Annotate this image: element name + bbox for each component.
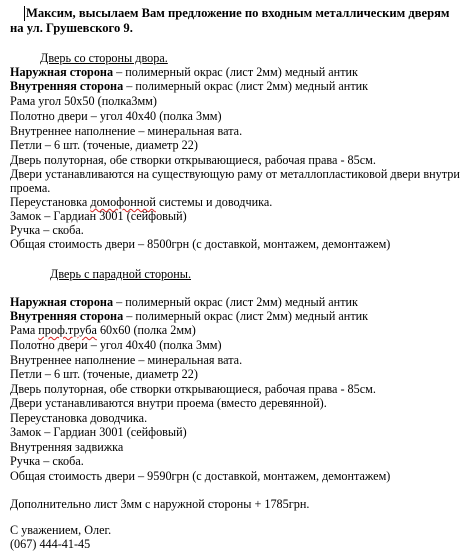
- section1-frame: Рама угол 50х50 (полка3мм): [10, 94, 157, 108]
- section1-outer-label: Наружная сторона: [10, 65, 114, 79]
- section2-install: Двери устанавливаются внутри проема (вместо деревянной).: [10, 396, 327, 410]
- section1-inner-label: Внутренняя сторона: [10, 79, 124, 93]
- section1-install-line-1: Двери устанавливаются на существующую раму от металлопластиковой двери внутри: [10, 167, 460, 181]
- spellcheck-flagged-word: проф.труба: [38, 323, 97, 337]
- closing-signature: С уважением, Олег.: [10, 523, 112, 537]
- section1-filling: Внутреннее наполнение – минеральная вата.: [10, 124, 243, 138]
- section1-inner-text: – полимерный окрас (лист 2мм) медный антик: [123, 79, 369, 93]
- section2-inner-label: Внутренняя сторона: [10, 309, 124, 323]
- section2-filling: Внутреннее наполнение – минеральная вата.: [10, 353, 243, 367]
- section2-frame: [10, 323, 196, 337]
- contact-phone: (067) 444-41-45: [10, 537, 91, 551]
- section1-heading: Дверь со стороны двора.: [40, 51, 168, 65]
- section2-outer-side: [10, 295, 358, 309]
- section1-reinstall-prefix: Переустановка: [10, 195, 91, 209]
- text-cursor: [24, 6, 25, 21]
- section2-inner-text: – полимерный окрас (лист 2мм) медный антик: [123, 309, 369, 323]
- section1-door-leaf: Полотно двери – угол 40х40 (полка 3мм): [10, 109, 222, 123]
- section2-reinstall: Переустановка доводчика.: [10, 411, 148, 425]
- section2-frame-suffix: 60х60 (полка 2мм): [96, 323, 196, 337]
- section1-lock: Замок – Гардиан 3001 (сейфовый): [10, 209, 187, 223]
- letter-title-line-2: на ул. Грушевского 9.: [10, 21, 133, 35]
- section2-lock: Замок – Гардиан 3001 (сейфовый): [10, 425, 187, 439]
- section1-outer-text: – полимерный окрас (лист 2мм) медный антик: [113, 65, 358, 79]
- section2-outer-label: Наружная сторона: [10, 295, 114, 309]
- section2-latch: Внутренняя задвижка: [10, 440, 124, 454]
- section2-outer-text: – полимерный окрас (лист 2мм) медный антик: [113, 295, 358, 309]
- section1-reinstall: [10, 195, 272, 209]
- section1-handle: Ручка – скоба.: [10, 223, 84, 237]
- section2-hinges: Петли – 6 шт. (точеные, диаметр 22): [10, 367, 198, 381]
- section2-door-leaf: Полотно двери – угол 40х40 (полка 3мм): [10, 338, 222, 352]
- section1-install-line-2: проема.: [10, 181, 51, 195]
- letter-title-line-1: Максим, высылаем Вам предложение по входным металлическим дверям: [26, 6, 450, 20]
- section1-inner-side: [10, 79, 368, 93]
- section1-total: Общая стоимость двери – 8500грн (с доставкой, монтажем, демонтажем): [10, 237, 391, 251]
- section2-total: Общая стоимость двери – 9590грн (с доставкой, монтажем, демонтажем): [10, 469, 391, 483]
- spellcheck-flagged-word: домофонной: [90, 195, 156, 209]
- section2-frame-prefix: Рама: [10, 323, 39, 337]
- section1-reinstall-suffix: системы и доводчика.: [155, 195, 273, 209]
- section1-outer-side: [10, 65, 358, 79]
- section1-hinges: Петли – 6 шт. (точеные, диаметр 22): [10, 138, 198, 152]
- section2-handle: Ручка – скоба.: [10, 454, 84, 468]
- extra-option: Дополнительно лист 3мм с наружной стороны + 1785грн.: [10, 497, 310, 511]
- section1-door-type: Дверь полуторная, обе створки открывающиеся, рабочая права - 85см.: [10, 153, 376, 167]
- section2-inner-side: [10, 309, 368, 323]
- section2-door-type: Дверь полуторная, обе створки открывающиеся, рабочая права - 85см.: [10, 382, 376, 396]
- section2-heading: Дверь с парадной стороны.: [50, 267, 191, 281]
